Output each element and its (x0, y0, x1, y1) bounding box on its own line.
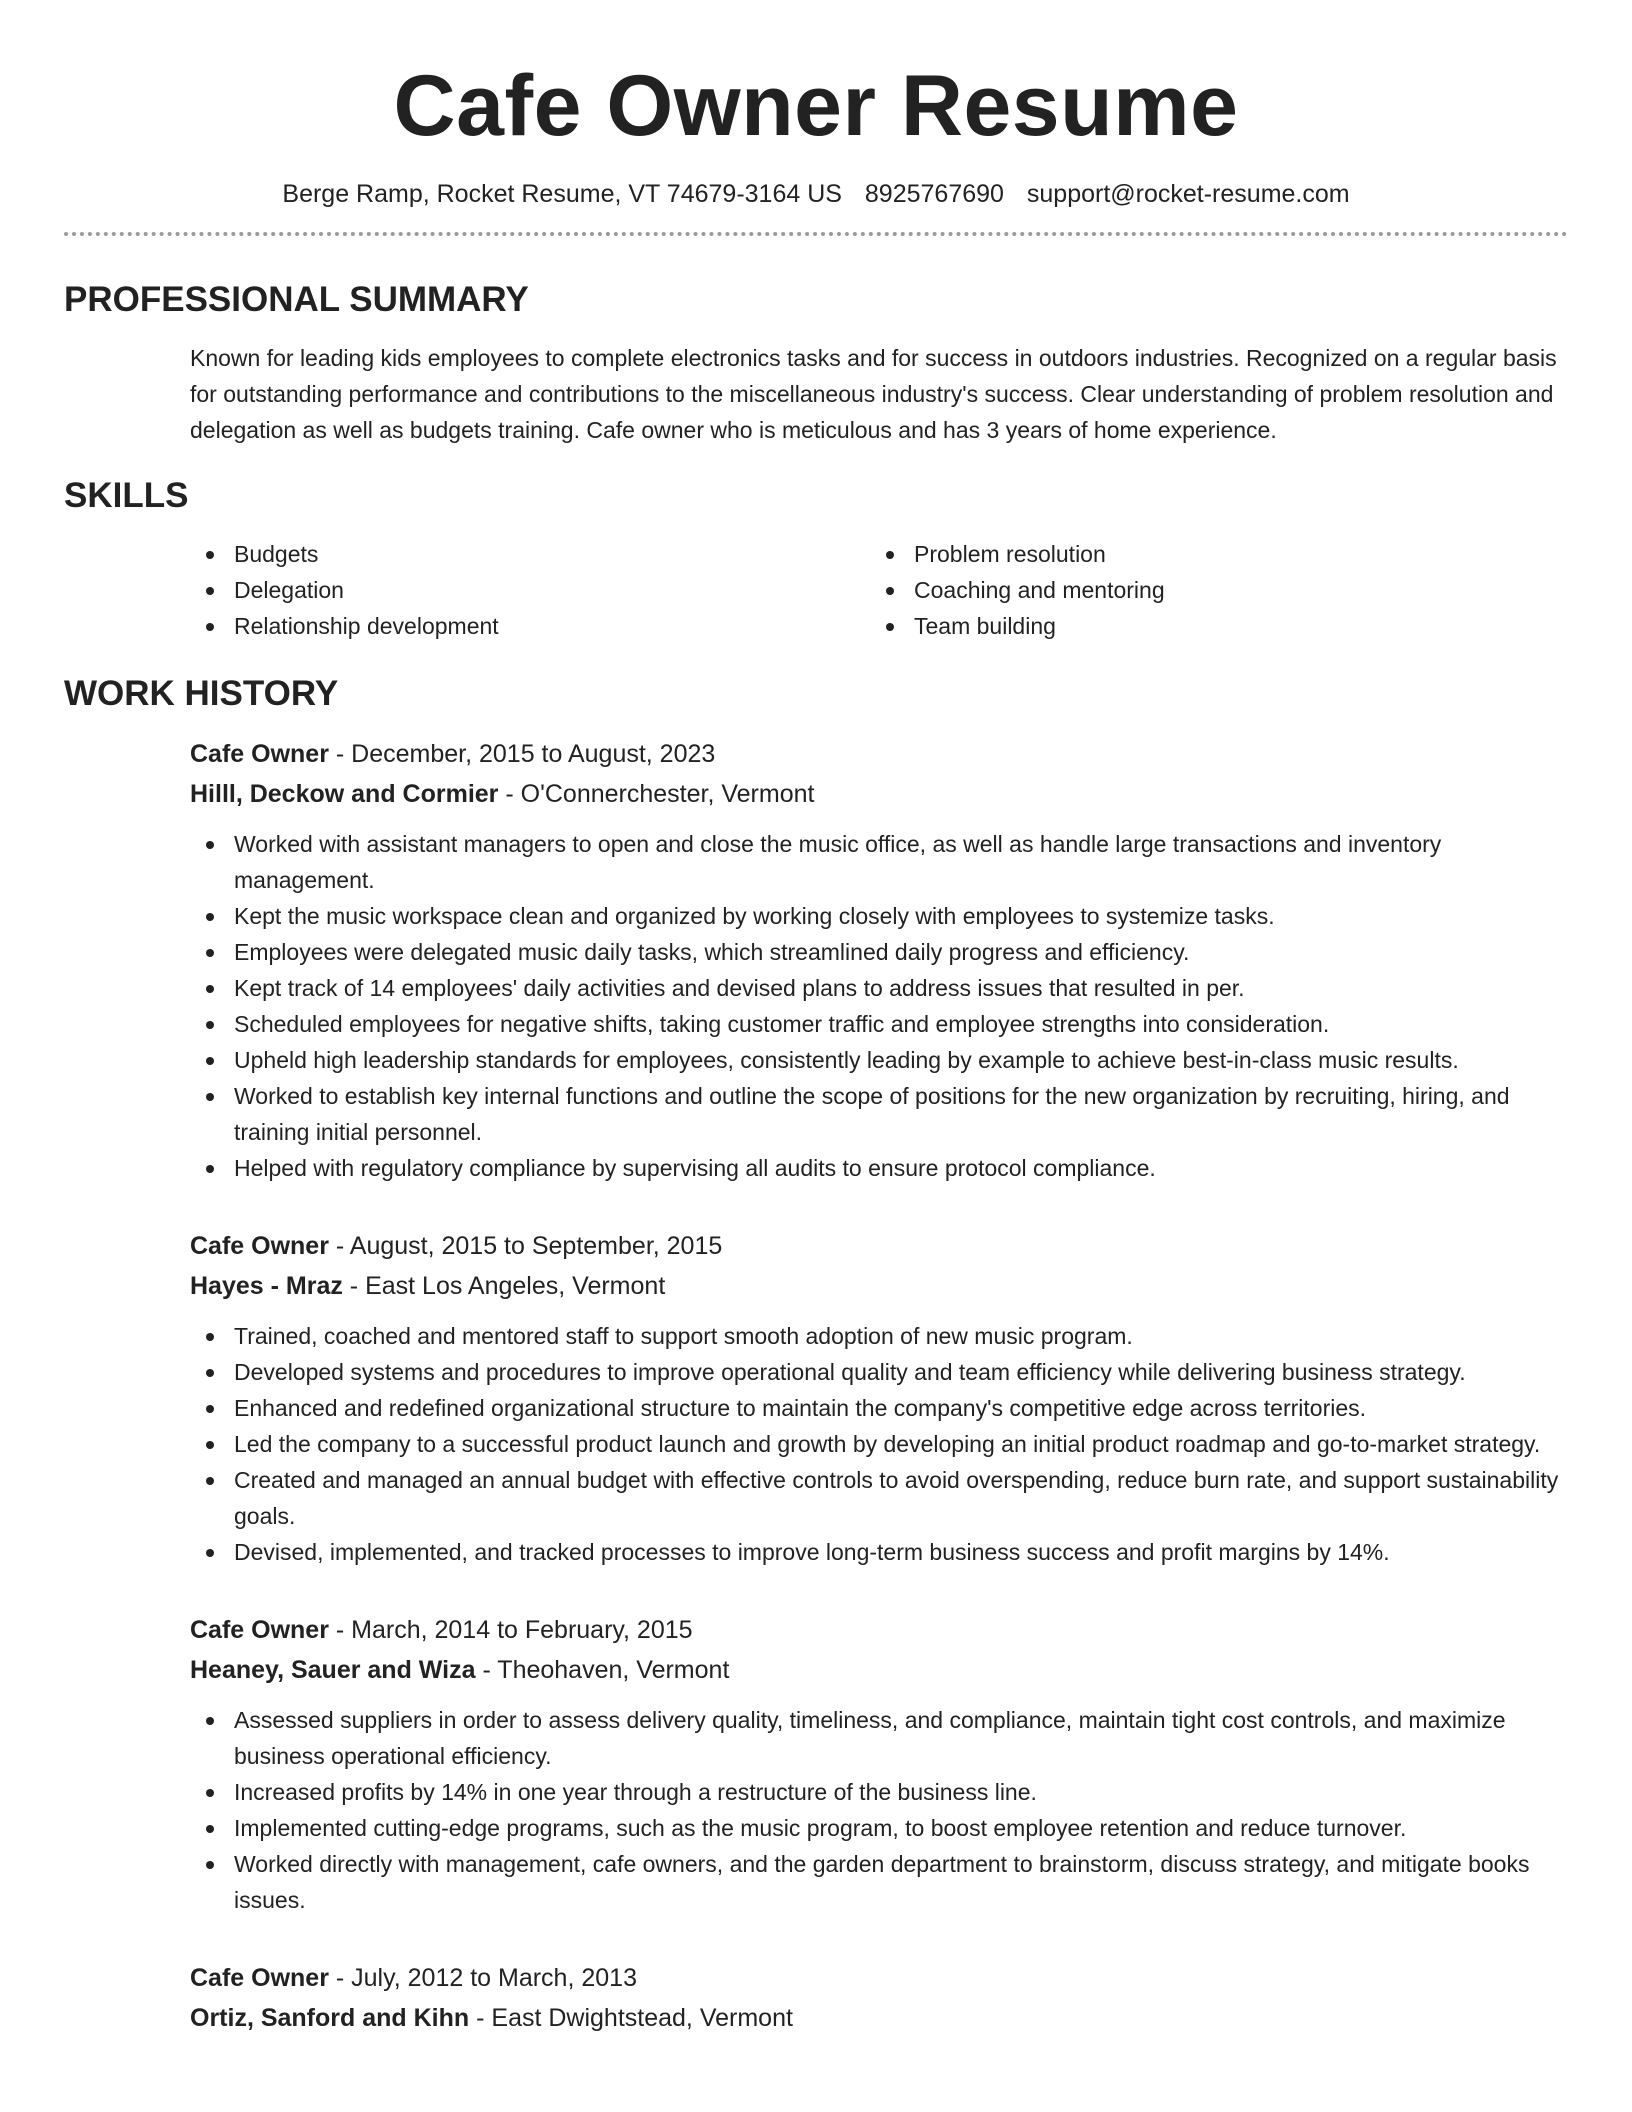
resume-page (64, 0, 1568, 2038)
job-bullets (190, 1702, 1568, 1918)
summary-heading: PROFESSIONAL SUMMARY (64, 280, 529, 319)
job-entry (190, 1958, 1568, 2038)
job-company: Hilll, Deckow and Cormier (190, 780, 499, 808)
job-bullets (190, 1318, 1568, 1570)
skill-item: Problem resolution (870, 536, 1550, 572)
skill-item: Budgets (190, 536, 870, 572)
job-title-line (190, 1610, 1568, 1650)
job-dates: - December, 2015 to August, 2023 (328, 740, 716, 768)
job-bullet: Kept the music workspace clean and organized by working closely with employees to systemize tasks. (190, 898, 1568, 934)
job-bullet: Led the company to a successful product launch and growth by developing an initial product roadmap and go-to-market strategy. (190, 1426, 1568, 1462)
job-location: - Theohaven, Vermont (475, 1656, 730, 1684)
skills-heading: SKILLS (64, 476, 189, 515)
job-bullet: Worked with assistant managers to open and close the music office, as well as handle large transactions and inventory management. (190, 826, 1568, 898)
job-location: - East Dwightstead, Vermont (469, 2004, 793, 2032)
job-location: - O'Connerchester, Vermont (498, 780, 815, 808)
job-bullet: Enhanced and redefined organizational structure to maintain the company's competitive edge across territories. (190, 1390, 1568, 1426)
job-title-line (190, 1958, 1568, 1998)
job-bullet: Created and managed an annual budget with effective controls to avoid overspending, reduce burn rate, and support sustainability goals. (190, 1462, 1568, 1534)
skills-list (190, 536, 1568, 644)
job-bullet: Worked to establish key internal functions and outline the scope of positions for the new organization by recruiting, hiring, and training initial personnel. (190, 1078, 1568, 1150)
job-entry (190, 734, 1568, 1186)
skills-column-left (190, 536, 870, 644)
work-history-heading: WORK HISTORY (64, 674, 339, 713)
skill-item: Team building (870, 608, 1550, 644)
job-role: Cafe Owner (190, 1232, 329, 1260)
job-bullet: Increased profits by 14% in one year through a restructure of the business line. (190, 1774, 1568, 1810)
job-bullet: Upheld high leadership standards for employees, consistently leading by example to achieve best-in-class music results. (190, 1042, 1568, 1078)
contact-address: Berge Ramp, Rocket Resume, VT 74679-3164 US (282, 180, 842, 208)
job-entry (190, 1226, 1568, 1570)
skill-item: Coaching and mentoring (870, 572, 1550, 608)
job-bullet: Devised, implemented, and tracked processes to improve long-term business success and profit margins by 14%. (190, 1534, 1568, 1570)
job-bullet: Scheduled employees for negative shifts, taking customer traffic and employee strengths into consideration. (190, 1006, 1568, 1042)
job-dates: - August, 2015 to September, 2015 (328, 1232, 723, 1260)
job-company-line (190, 1650, 1568, 1690)
skills-column-right (870, 536, 1550, 644)
job-entry (190, 1610, 1568, 1918)
job-role: Cafe Owner (190, 1616, 329, 1644)
contact-phone: 8925767690 (864, 180, 1004, 208)
job-role: Cafe Owner (190, 1964, 329, 1992)
skill-item: Relationship development (190, 608, 870, 644)
contact-line (64, 178, 1568, 210)
resume-title: Cafe Owner Resume (393, 58, 1239, 154)
job-dates: - March, 2014 to February, 2015 (328, 1616, 693, 1644)
job-bullet: Employees were delegated music daily tasks, which streamlined daily progress and efficiency. (190, 934, 1568, 970)
job-company: Hayes - Mraz (190, 1272, 343, 1300)
job-bullet: Kept track of 14 employees' daily activities and devised plans to address issues that resulted in per. (190, 970, 1568, 1006)
job-bullet: Helped with regulatory compliance by supervising all audits to ensure protocol compliance. (190, 1150, 1568, 1186)
job-company-line (190, 1998, 1568, 2038)
job-company: Heaney, Sauer and Wiza (190, 1656, 476, 1684)
job-location: - East Los Angeles, Vermont (342, 1272, 666, 1300)
job-bullet: Worked directly with management, cafe owners, and the garden department to brainstorm, discuss strategy, and mitigate books issues. (190, 1846, 1568, 1918)
job-bullet: Assessed suppliers in order to assess delivery quality, timeliness, and compliance, maintain tight cost controls, and maximize business operational efficiency. (190, 1702, 1568, 1774)
job-title-line (190, 734, 1568, 774)
job-dates: - July, 2012 to March, 2013 (328, 1964, 637, 1992)
summary-text: Known for leading kids employees to complete electronics tasks and for success in outdoors industries. Recognized on a regular basis for outstanding performance and contributions to the miscellaneous industry's success. Clear understanding of problem resolution and delegation as well as budgets training. Cafe owner who is meticulous and has 3 years of home experience. (190, 345, 1557, 443)
job-title-line (190, 1226, 1568, 1266)
skill-item: Delegation (190, 572, 870, 608)
job-bullets (190, 826, 1568, 1186)
job-bullet: Trained, coached and mentored staff to support smooth adoption of new music program. (190, 1318, 1568, 1354)
header-divider (64, 232, 1568, 236)
job-bullet: Implemented cutting-edge programs, such as the music program, to boost employee retention and reduce turnover. (190, 1810, 1568, 1846)
job-company-line (190, 774, 1568, 814)
job-company: Ortiz, Sanford and Kihn (190, 2004, 470, 2032)
job-bullet: Developed systems and procedures to improve operational quality and team efficiency while delivering business strategy. (190, 1354, 1568, 1390)
job-role: Cafe Owner (190, 740, 329, 768)
contact-email: support@rocket-resume.com (1026, 180, 1350, 208)
work-history-list (190, 734, 1568, 2038)
job-company-line (190, 1266, 1568, 1306)
